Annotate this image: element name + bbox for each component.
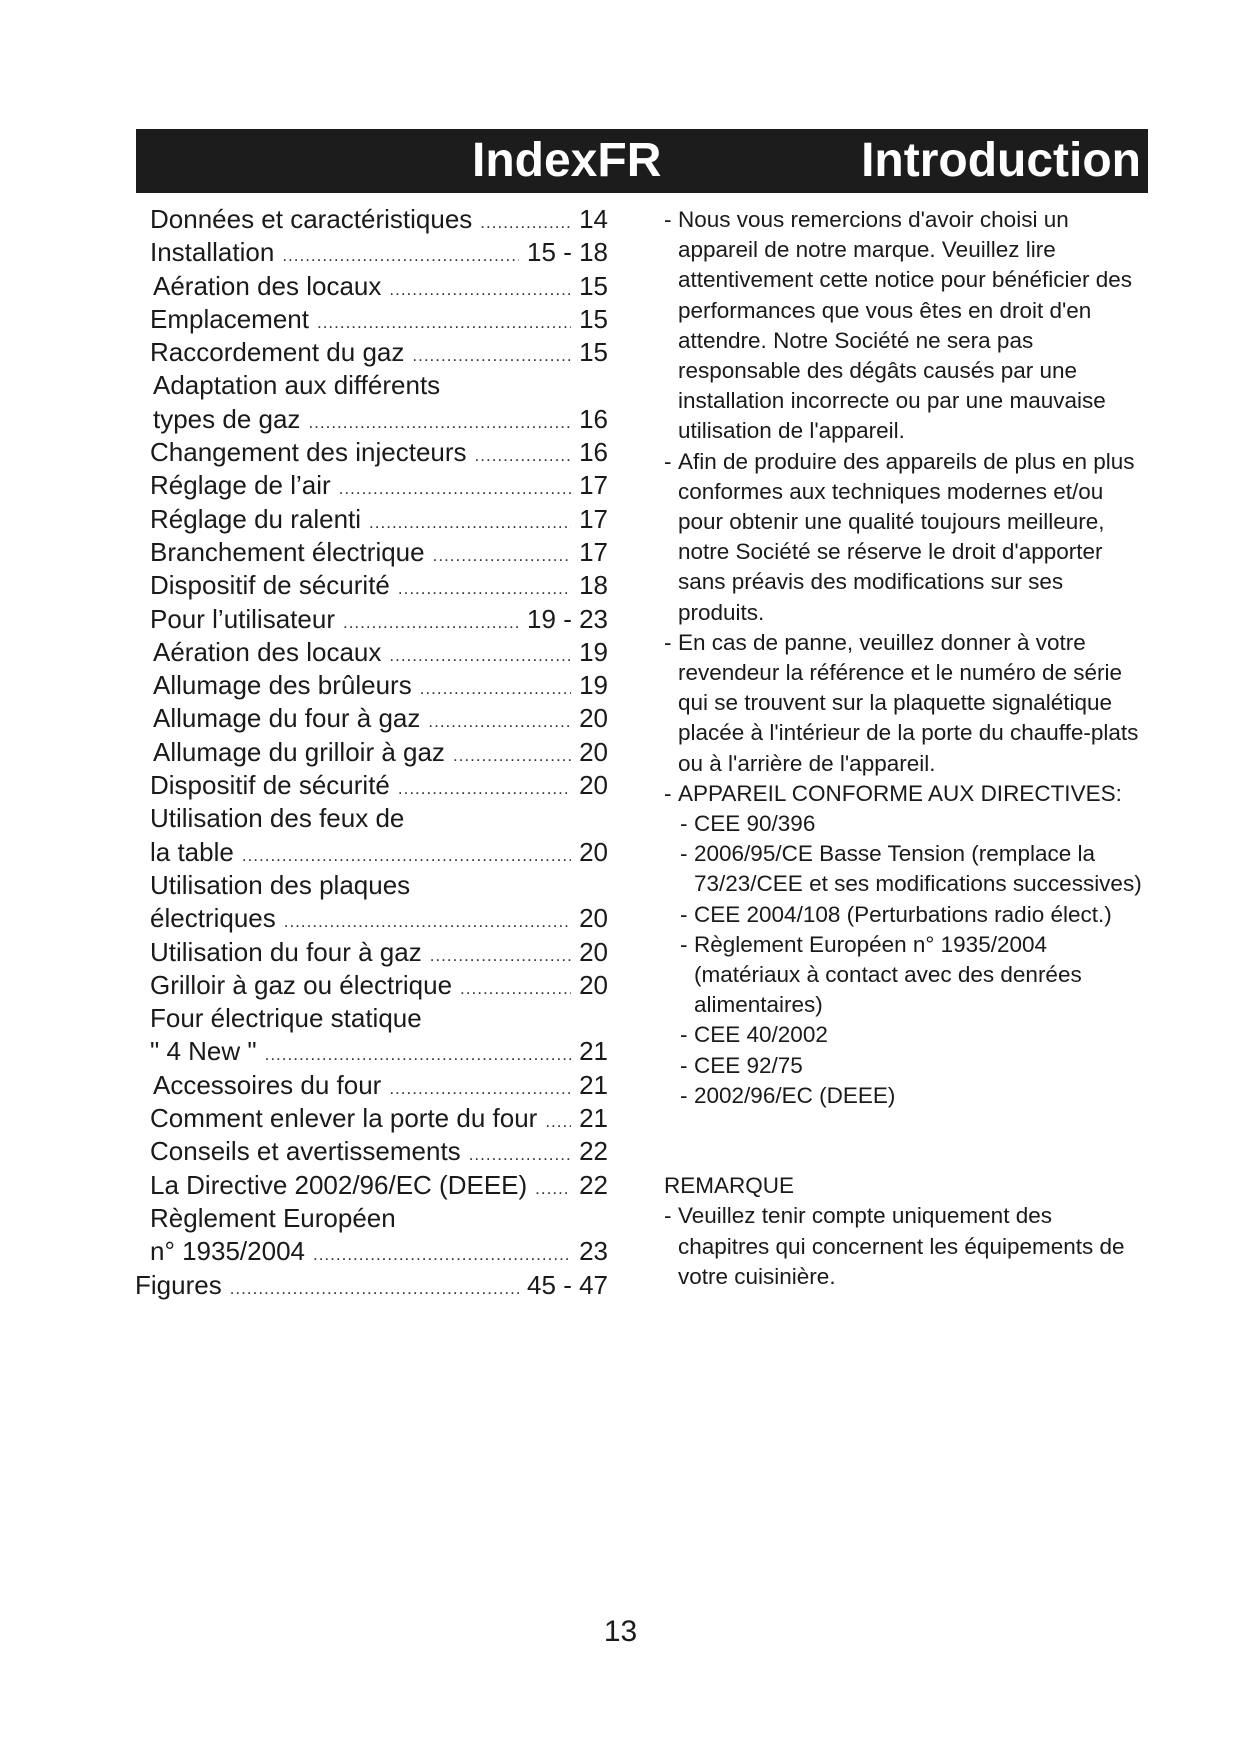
introduction-text	[664, 205, 1148, 1292]
toc-entry: " 4 New " ..... 21	[150, 1035, 608, 1068]
directive-item: - CEE 90/396	[680, 811, 816, 837]
toc-entry: Four électrique statique	[150, 1003, 422, 1034]
toc-entry: Réglage de l’air ..... 17	[150, 469, 608, 502]
toc-entry: Utilisation des plaques	[150, 869, 411, 900]
toc-entry: La Directive 2002/96/EC (DEEE) ..... 22	[150, 1169, 608, 1202]
page-number: 13	[603, 1615, 638, 1648]
toc-entry: Données et caractéristiques ..... 14	[150, 203, 608, 236]
toc-entry: types de gaz ..... 16	[150, 403, 608, 436]
toc-entry: Allumage du grilloir à gaz ..... 20	[150, 736, 608, 769]
toc-entry: Accessoires du four ..... 21	[150, 1069, 608, 1102]
toc-entry: Utilisation du four à gaz ..... 20	[150, 936, 608, 969]
toc-entry: Grilloir à gaz ou électrique ..... 20	[150, 969, 608, 1002]
paragraph: - Afin de produire des appareils de plus en plus conformes aux techniques modernes et/ou pour obtenir une qualité toujours meilleure, notre Société se réserve le droit d'apporter sans préavis des modifications sur ses produits.	[664, 448, 1135, 625]
introduction-title: Introduction	[861, 134, 1141, 187]
index-title: IndexFR	[472, 134, 662, 187]
paragraph: - Nous vous remercions d'avoir choisi un appareil de notre marque. Veuillez lire attentivement cette notice pour bénéficier des performances que vous êtes en droit d'en attendre. Notre Société ne sera pas responsable des dégâts causés par une installation incorrecte ou par une mauvaise utilisation de l'appareil.	[664, 207, 1133, 444]
toc-entry: la table ..... 20	[150, 836, 608, 869]
remark-title: REMARQUE	[664, 1173, 795, 1199]
directive-item: - Règlement Européen n° 1935/2004 (matériaux à contact avec des denrées alimentaires)	[680, 931, 1082, 1018]
remark-text: - Veuillez tenir compte uniquement des chapitres qui concernent les équipements de votre cuisinière.	[664, 1203, 1125, 1289]
directive-item: - CEE 92/75	[680, 1052, 803, 1078]
toc-entry-figures: Figures ..... 45 - 47	[135, 1269, 608, 1302]
toc-entry: n° 1935/2004 ..... 23	[150, 1235, 608, 1268]
toc-entry: Adaptation aux différents	[153, 370, 441, 401]
toc-entry: Dispositif de sécurité ..... 20	[150, 769, 608, 802]
toc-entry: Règlement Européen	[150, 1202, 396, 1233]
directive-item: - 2002/96/EC (DEEE)	[680, 1082, 896, 1108]
toc-entry: Réglage du ralenti ..... 17	[150, 503, 608, 536]
toc-entry: Branchement électrique ..... 17	[150, 536, 608, 569]
directive-item: - 2006/95/CE Basse Tension (remplace la 73/23/CEE et ses modifications successives)	[680, 841, 1142, 897]
toc-entry: Raccordement du gaz ..... 15	[150, 336, 608, 369]
toc-entry: Allumage des brûleurs ..... 19	[150, 669, 608, 702]
directive-item: - CEE 40/2002	[680, 1022, 828, 1048]
toc-entry: Utilisation des feux de	[150, 803, 405, 834]
toc-entry: Installation ..... 15 - 18	[150, 236, 608, 269]
toc-entry: Aération des locaux ..... 15	[150, 270, 608, 303]
toc-entry: Aération des locaux ..... 19	[150, 636, 608, 669]
paragraph: - En cas de panne, veuillez donner à votre revendeur la référence et le numéro de série qui se trouvent sur la plaquette signalétique placée à l'intérieur de la porte du chauffe-plats ou à l'arrière de l'appareil.	[664, 629, 1139, 776]
toc-entry: Comment enlever la porte du four ..... 21	[150, 1102, 608, 1135]
toc-entry: Allumage du four à gaz ..... 20	[150, 702, 608, 735]
toc-entry: Dispositif de sécurité ..... 18	[150, 569, 608, 602]
directive-item: - CEE 2004/108 (Perturbations radio élect.)	[680, 901, 1112, 927]
toc-entry: Pour l’utilisateur ..... 19 - 23	[150, 603, 608, 636]
table-of-contents	[135, 203, 608, 1302]
toc-entry: électriques ..... 20	[150, 902, 608, 935]
toc-entry: Conseils et avertissements ..... 22	[150, 1135, 608, 1168]
toc-entry: Changement des injecteurs ..... 16	[150, 436, 608, 469]
toc-entry: Emplacement ..... 15	[150, 303, 608, 336]
paragraph: - APPAREIL CONFORME AUX DIRECTIVES:	[664, 780, 1122, 806]
